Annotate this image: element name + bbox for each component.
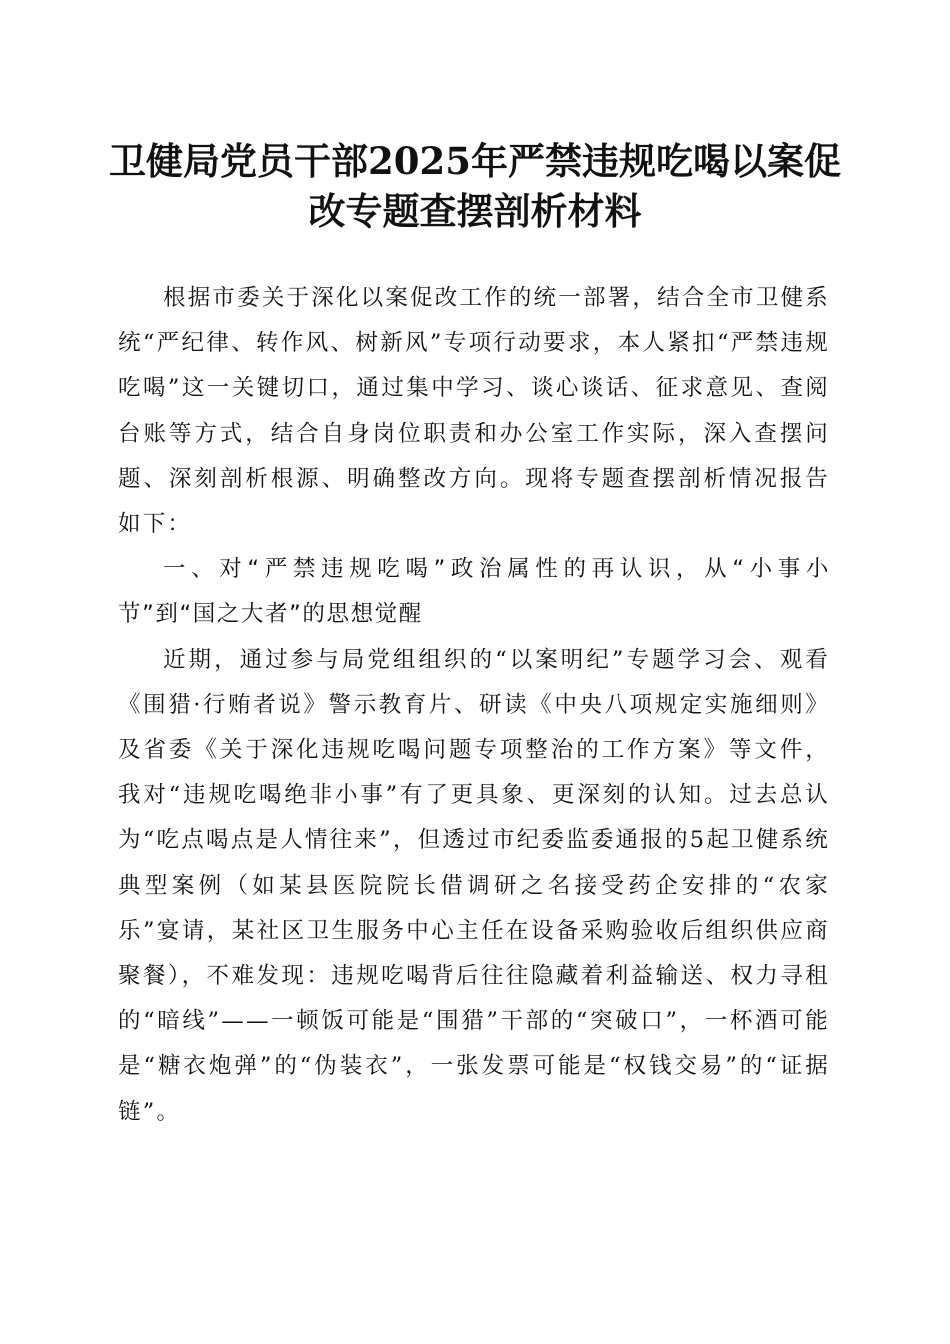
section-paragraph: 近期，通过参与局党组组织的“以案明纪”专题学习会、观看《围猎·行贿者说》警示教育片、研读《中央八项规定实施细则》及省委《关于深化违规吃喝问题专项整治的工作方案》等文件，我对“违规吃喝绝非小事”有了更具象、更深刻的认知。过去总认为“吃点喝点是人情往来”，但透过市纪委监委通报的5起卫健系统典型案例（如某县医院院长借调研之名接受药企安排的“农家乐”宴请，某社区卫生服务中心主任在设备采购验收后组织供应商聚餐），不难发现：违规吃喝背后往往隐藏着利益输送、权力寻租的“暗线”——一顿饭可能是“围猎”干部的“突破口”，一杯酒可能是“糖衣炮弹”的“伪装衣”，一张发票可能是“权钱交易”的“证据链”。 — [118, 646, 830, 1125]
section-heading: 一、对“严禁违规吃喝”政治属性的再认识，从“小事小节”到“国之大者”的思想觉醒 — [118, 556, 830, 628]
document-body — [118, 276, 830, 1135]
intro-paragraph: 根据市委关于深化以案促改工作的统一部署，结合全市卫健系统“严纪律、转作风、树新风”专项行动要求，本人紧扣“严禁违规吃喝”这一关键切口，通过集中学习、谈心谈话、征求意见、查阅台账等方式，结合自身岗位职责和办公室工作实际，深入查摆问题、深刻剖析根源、明确整改方向。现将专题查摆剖析情况报告如下： — [118, 285, 830, 538]
document-title: 卫健局党员干部2025年严禁违规吃喝以案促改专题查摆剖析材料 — [109, 139, 841, 233]
